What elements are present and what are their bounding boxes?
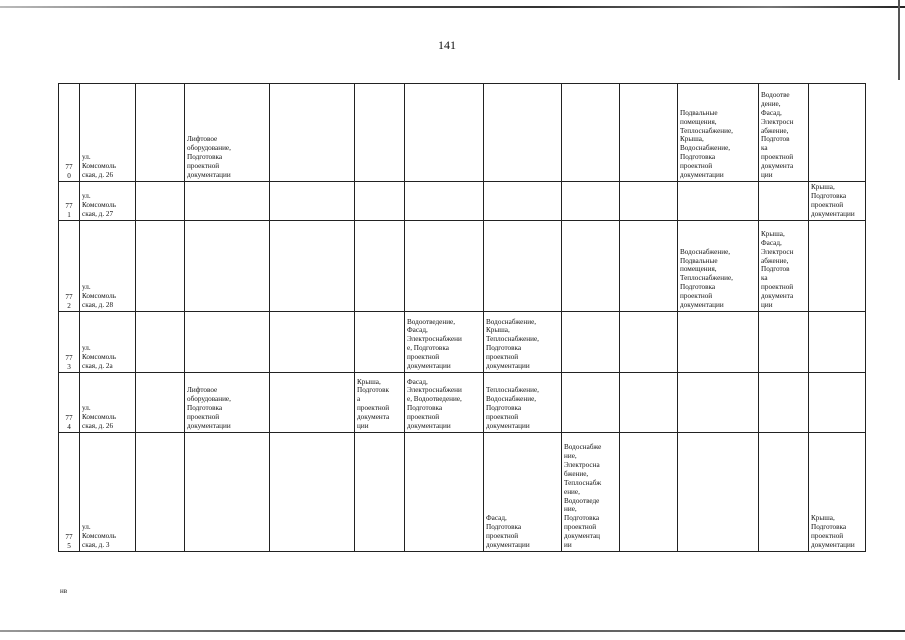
table-cell [678, 312, 759, 373]
table-cell [355, 312, 405, 373]
table-row [59, 433, 866, 552]
table-row [59, 221, 866, 312]
table-cell: Крыша, Подготовка проектной документации [809, 182, 866, 221]
table-cell [270, 221, 355, 312]
table-cell [759, 433, 809, 552]
table-cell [759, 312, 809, 373]
table-row [59, 182, 866, 221]
table-cell [136, 312, 185, 373]
table-cell [270, 373, 355, 433]
address-cell: ул. Комсомоль ская, д. 3 [80, 433, 136, 552]
address-cell: ул. Комсомоль ская, д. 26 [80, 373, 136, 433]
table-cell [484, 182, 562, 221]
table-cell [270, 182, 355, 221]
table-cell: Лифтовое оборудование, Подготовка проектной документации [185, 373, 270, 433]
table-cell: Водоснабжение, Крыша, Теплоснабжение, Подготовка проектной документации [484, 312, 562, 373]
table-cell: Крыша, Подготовка проектной документации [809, 433, 866, 552]
table-cell [809, 221, 866, 312]
table-cell [678, 182, 759, 221]
table-cell [270, 433, 355, 552]
table-row [59, 373, 866, 433]
address-cell: ул. Комсомоль ская, д. 27 [80, 182, 136, 221]
table-cell [759, 373, 809, 433]
row-number-cell: 77 1 [59, 182, 80, 221]
table-cell: Фасад, Подготовка проектной документации [484, 433, 562, 552]
table-cell [620, 182, 678, 221]
table-cell: Водоотведение, Фасад, Электроснабжени е, Подготовка проектной документации [405, 312, 484, 373]
table-cell [562, 221, 620, 312]
table-cell: Фасад, Электроснабжени е, Водоотведение, Подготовка проектной документации [405, 373, 484, 433]
table-cell [136, 433, 185, 552]
scan-edge-bottom [0, 630, 905, 632]
footer-mark: нв [60, 587, 68, 595]
address-cell: ул. Комсомоль ская, д. 28 [80, 221, 136, 312]
table-cell [562, 84, 620, 182]
table-cell: Подвальные помещения, Теплоснабжение, Крыша, Водоснабжение, Подготовка проектной документации [678, 84, 759, 182]
table-cell [355, 433, 405, 552]
table-cell [809, 84, 866, 182]
table-cell [136, 221, 185, 312]
table-cell [355, 221, 405, 312]
table-cell [678, 373, 759, 433]
table-cell: Крыша, Фасад, Электросн абжение, Подготов ка проектной документа ции [759, 221, 809, 312]
row-number-cell: 77 4 [59, 373, 80, 433]
table-cell: Теплоснабжение, Водоснабжение, Подготовка проектной документации [484, 373, 562, 433]
address-cell: ул. Комсомоль ская, д. 2а [80, 312, 136, 373]
scan-edge-top [0, 6, 905, 8]
table-cell [620, 84, 678, 182]
table-cell [136, 182, 185, 221]
table-cell [620, 221, 678, 312]
table-cell [620, 433, 678, 552]
table-cell [185, 221, 270, 312]
table-cell: Водоснабже ние, Электросна бжение, Теплоснабж ение, Водоотведе ние, Подготовка проектной документац ии [562, 433, 620, 552]
table-cell [405, 182, 484, 221]
table-cell [185, 433, 270, 552]
table-cell [809, 373, 866, 433]
table-cell [355, 182, 405, 221]
table-cell [405, 84, 484, 182]
table-cell [809, 312, 866, 373]
table-cell [620, 312, 678, 373]
row-number-cell: 77 0 [59, 84, 80, 182]
table-cell: Крыша, Подготовк а проектной документа ции [355, 373, 405, 433]
repair-schedule-table [58, 83, 866, 552]
table-cell [562, 182, 620, 221]
address-cell: ул. Комсомоль ская, д. 26 [80, 84, 136, 182]
table-cell [759, 182, 809, 221]
table-cell [620, 373, 678, 433]
row-number-cell: 77 3 [59, 312, 80, 373]
table-cell [678, 433, 759, 552]
table-cell: Водоснабжение, Подвальные помещения, Теплоснабжение, Подготовка проектной документации [678, 221, 759, 312]
table-cell [355, 84, 405, 182]
table-cell [185, 182, 270, 221]
table-row [59, 312, 866, 373]
table-cell [270, 312, 355, 373]
table-cell [270, 84, 355, 182]
table-cell [405, 221, 484, 312]
table-cell [136, 84, 185, 182]
table-cell [405, 433, 484, 552]
page-number: 141 [438, 38, 456, 52]
table-cell [484, 84, 562, 182]
table-cell [484, 221, 562, 312]
table-row [59, 84, 866, 182]
table-cell: Лифтовое оборудование, Подготовка проектной документации [185, 84, 270, 182]
table-cell [562, 373, 620, 433]
table-cell [185, 312, 270, 373]
scan-edge-right [898, 0, 900, 80]
table-cell: Водоотве дение, Фасад, Электросн абжение, Подготов ка проектной документа ции [759, 84, 809, 182]
table-cell [136, 373, 185, 433]
row-number-cell: 77 2 [59, 221, 80, 312]
row-number-cell: 77 5 [59, 433, 80, 552]
table-cell [562, 312, 620, 373]
